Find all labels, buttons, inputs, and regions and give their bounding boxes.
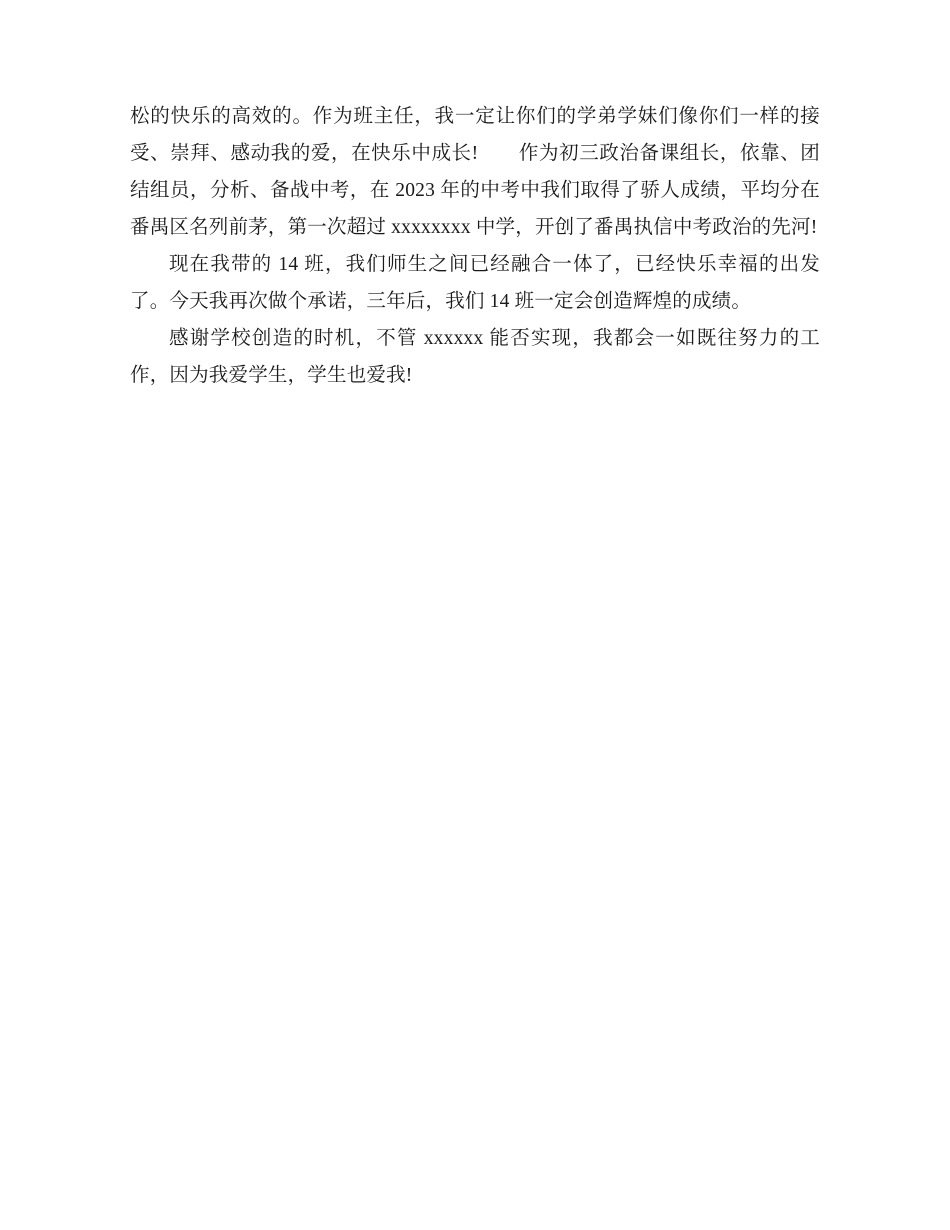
paragraph-2: 现在我带的 14 班，我们师生之间已经融合一体了，已经快乐幸福的出发了。今天我再次做个承诺，三年后，我们 14 班一定会创造辉煌的成绩。 <box>130 254 820 312</box>
paragraph-1: 松的快乐的高效的。作为班主任，我一定让你们的学弟学妹们像你们一样的接受、崇拜、感动我的爱，在快乐中成长! 作为初三政治备课组长，依靠、团结组员，分析、备战中考，在 2023 年的中考中我们取得了骄人成绩，平均分在番禺区名列前茅，第一次超过 xxxxxxxx 中学，开创了番禺执信中考政治的先河! <box>130 106 820 238</box>
document-body <box>130 98 820 394</box>
paragraph-3: 感谢学校创造的时机，不管 xxxxxx 能否实现，我都会一如既往努力的工作，因为我爱学生，学生也爱我! <box>130 328 820 386</box>
